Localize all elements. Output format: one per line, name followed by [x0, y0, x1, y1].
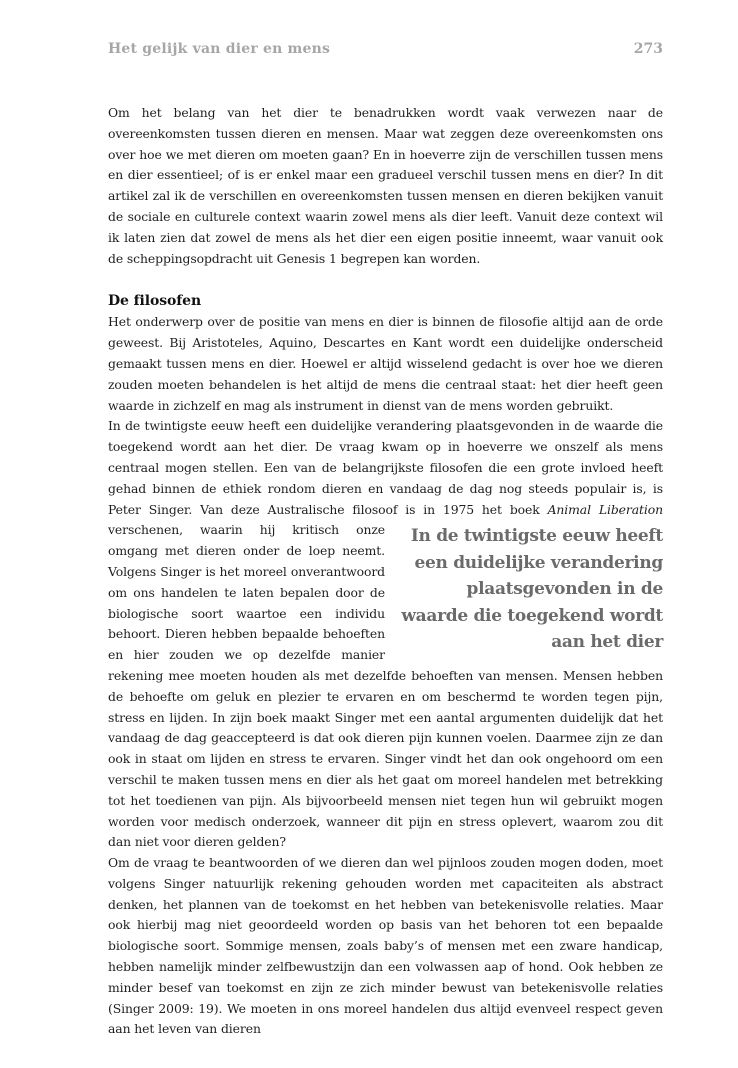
- running-title: Het gelijk van dier en mens: [108, 41, 331, 57]
- body-text: [108, 103, 663, 1040]
- section-heading: De filosofen: [108, 293, 202, 310]
- paragraph-philosophers: Het onderwerp over de positie van mens en dier is binnen de filosofie altijd aan de orde geweest. Bij Aristoteles, Aquino, Descartes en Kant wordt een duidelijke onderscheid gemaakt tussen mens en dier. Hoewel er altijd wisselend gedacht is over hoe we dieren zouden moeten behandelen is het altijd de mens die centraal staat: het dier heeft geen waarde in zichzelf en mag als instrument in dienst van de mens worden gebruikt.: [108, 314, 663, 413]
- page-number: 273: [633, 41, 663, 57]
- paragraph-singer-part-2: verschenen, waarin hij kritisch onze omgang met dieren onder de loep neemt. Volgens Singer is het moreel onverantwoord om ons handelen te laten bepalen door de biologische soort waartoe een individu behoort. Dieren hebben bepaalde behoeften en hier zouden we op dezelfde manier rekening mee moeten houden als met dezelfde behoeften van mensen. Mensen hebben de behoefte om geluk en plezier te ervaren en om beschermd te worden tegen pijn, stress en lijden. In zijn boek maakt Singer met een aantal argumenten duidelijk dat het vandaag de dag geaccepteerd is dat ook dieren pijn kunnen voelen. Daarmee zijn ze dan ook in staat om lijden en stress te ervaren. Singer vindt het dan ook ongehoord om een verschil te maken tussen mens en dier als het gaat om moreel handelen met betrekking tot het toedienen van pijn. Als bijvoorbeeld mensen niet tegen hun wil gebruikt mogen worden voor medisch onderzoek, wanneer dit pijn en stress oplevert, waarom zou dit dan niet voor dieren gelden?: [108, 522, 663, 850]
- book-title: Animal Liberation: [547, 501, 663, 517]
- intro-paragraph: Om het belang van het dier te benadrukken wordt vaak verwezen naar de overeenkomsten tussen dieren en mensen. Maar wat zeggen deze overeenkomsten ons over hoe we met dieren om moeten gaan? En in hoeverre zijn de verschillen tussen mens en dier essentieel; of is er enkel maar een gradueel verschil tussen mens en dier? In dit artikel zal ik de verschillen en overeenkomsten tussen mensen en dieren bekijken vanuit de sociale en culturele context waarin zowel mens als dier leeft. Vanuit deze context wil ik laten zien dat zowel de mens als het dier een eigen positie inneemt, waar vanuit ook de scheppingsopdracht uit Genesis 1 begrepen kan worden.: [108, 105, 663, 266]
- paragraph-singer: [108, 416, 663, 853]
- paragraph-killing: Om de vraag te beantwoorden of we dieren dan wel pijnloos zouden mogen doden, moet volgens Singer natuurlijk rekening gehouden worden met capaciteiten als abstract denken, het plannen van de toekomst en het hebben van betekenisvolle relaties. Maar ook hierbij mag niet geoordeeld worden op basis van het behoren tot een bepaalde biologische soort. Sommige mensen, zoals baby’s of mensen met een zware handicap, hebben namelijk minder zelfbewustzijn dan een volwassen aap of hond. Ook hebben ze minder besef van toekomst en zijn ze zich minder bewust van betekenisvolle relaties (Singer 2009: 19). We moeten in ons moreel handelen dus altijd evenveel respect geven aan het leven van dieren: [108, 855, 663, 1037]
- pullquote: In de twintigste eeuw heeft een duidelijke verandering plaatsgevonden in de waarde die toegekend wordt aan het dier: [401, 526, 663, 653]
- running-head: [108, 41, 663, 63]
- paragraph-singer-part-1: In de twintigste eeuw heeft een duidelijke verandering plaatsgevonden in de waarde die toegekend wordt aan het dier. De vraag kwam op in hoeverre we onszelf als mens centraal mogen stellen. Een van de belangrijkste filosofen die een grote invloed heeft gehad binnen de ethiek rondom dieren en vandaag de dag nog steeds populair is, is Peter Singer. Van deze Australische filosoof is in 1975 het boek: [108, 418, 663, 517]
